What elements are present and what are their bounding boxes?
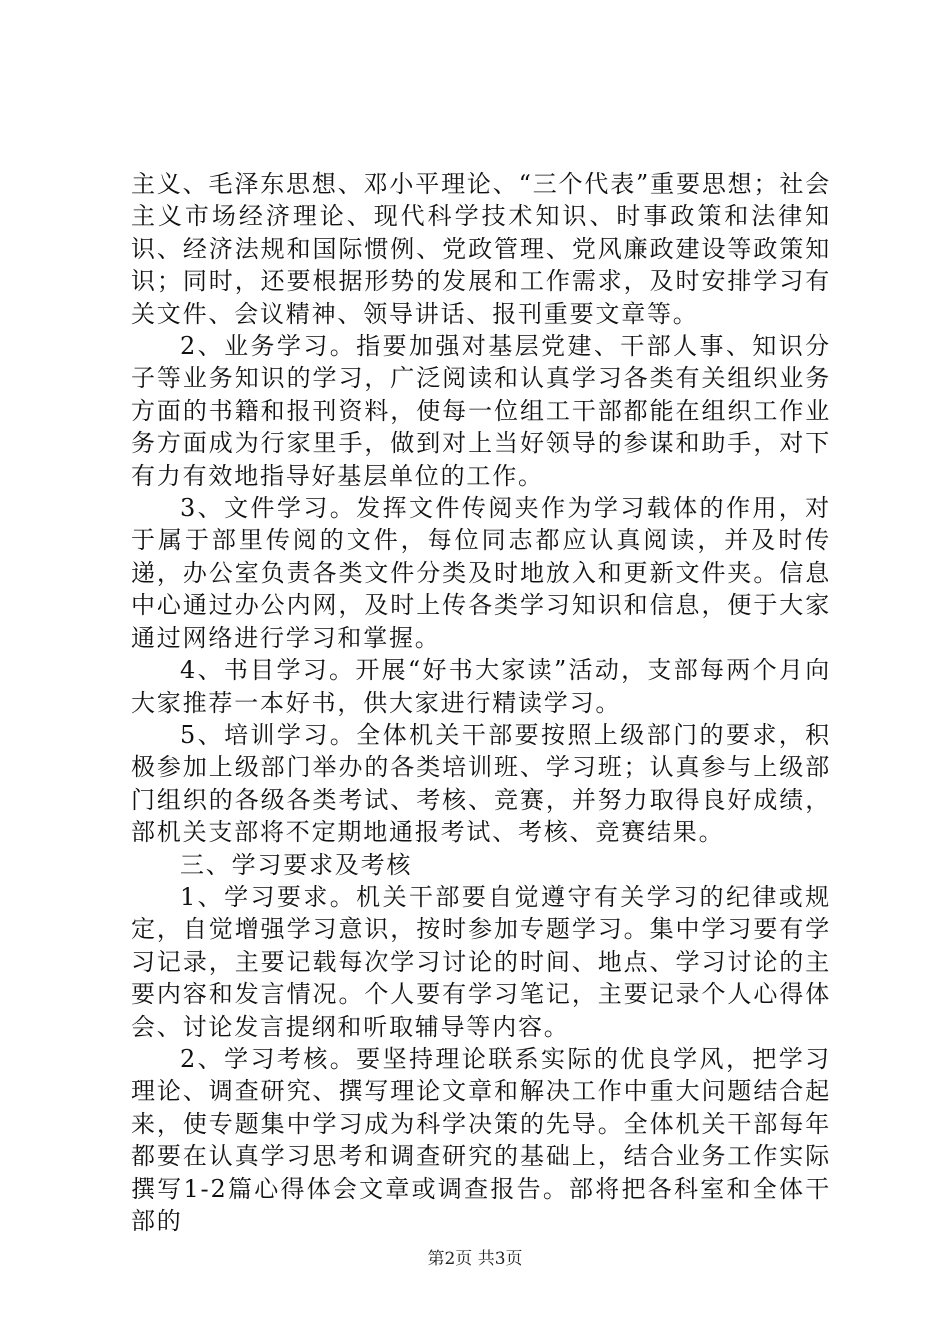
paragraph-document-study: 3、文件学习。发挥文件传阅夹作为学习载体的作用，对于属于部里传阅的文件，每位同志都应认真阅读，并及时传递，办公室负责各类文件分类及时地放入和更新文件夹。信息中心通过办公内网，及时上传各类学习知识和信息，便于大家通过网络进行学习和掌握。 — [131, 494, 831, 652]
paragraph-book-study: 4、书目学习。开展“好书大家读”活动，支部每两个月向大家推荐一本好书，供大家进行精读学习。 — [131, 656, 831, 717]
paragraph-training-study: 5、培训学习。全体机关干部要按照上级部门的要求，积极参加上级部门举办的各类培训班、学习班；认真参与上级部门组织的各级各类考试、考核、竞赛，并努力取得良好成绩，部机关支部将不定期地通报考试、考核、竞赛结果。 — [131, 720, 831, 847]
document-body — [131, 168, 831, 1237]
paragraph-study-requirements: 1、学习要求。机关干部要自觉遵守有关学习的纪律或规定，自觉增强学习意识，按时参加专题学习。集中学习要有学习记录，主要记载每次学习讨论的时间、地点、学习讨论的主要内容和发言情况。个人要有学习笔记，主要记录个人心得体会、讨论发言提纲和听取辅导等内容。 — [131, 882, 831, 1041]
paragraph-study-content: 主义、毛泽东思想、邓小平理论、“三个代表”重要思想；社会主义市场经济理论、现代科学技术知识、时事政策和法律知识、经济法规和国际惯例、党政管理、党风廉政建设等政策知识；同时，还要根据形势的发展和工作需求，及时安排学习有关文件、会议精神、领导讲话、报刊重要文章等。 — [131, 170, 831, 328]
paragraph-business-study: 2、业务学习。指要加强对基层党建、干部人事、知识分子等业务知识的学习，广泛阅读和认真学习各类有关组织业务方面的书籍和报刊资料，使每一位组工干部都能在组织工作业务方面成为行家里手，做到对上当好领导的参谋和助手，对下有力有效地指导好基层单位的工作。 — [131, 332, 831, 490]
page-number-footer: 第2页 共3页 — [427, 1249, 523, 1269]
section-heading-requirements: 三、学习要求及考核 — [180, 850, 413, 879]
paragraph-study-assessment: 2、学习考核。要坚持理论联系实际的优良学风，把学习理论、调查研究、撰写理论文章和解决工作中重大问题结合起来，使专题集中学习成为科学决策的先导。全体机关干部每年都要在认真学习思考和调查研究的基础上，结合业务工作实际撰写1-2篇心得体会文章或调查报告。部将把各科室和全体干部的 — [131, 1044, 831, 1235]
